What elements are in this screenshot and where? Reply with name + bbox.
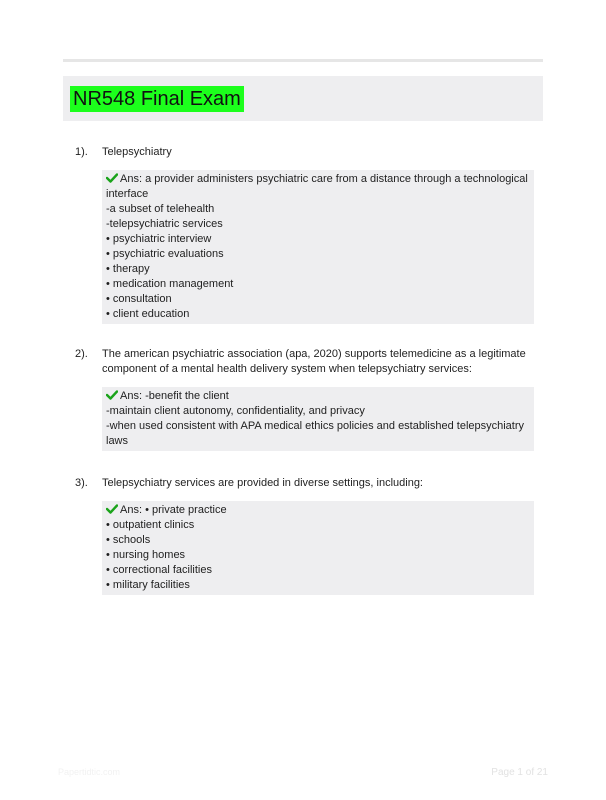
check-icon	[106, 504, 118, 514]
question-number: 3).	[75, 477, 88, 489]
question-number: 2).	[75, 348, 88, 360]
answer-box-3	[102, 501, 534, 595]
answer-line: • therapy	[106, 263, 150, 275]
footer-page-number: Page 1 of 21	[491, 767, 548, 778]
answer-line: • correctional facilities	[106, 564, 212, 576]
answer-line: • military facilities	[106, 579, 190, 591]
answer-line: -a subset of telehealth	[106, 203, 215, 215]
question-number: 1).	[75, 146, 88, 158]
answer-box-1	[102, 170, 534, 324]
footer-site: Papertidtic.com	[58, 767, 121, 777]
answer-line: Ans: a provider administers psychiatric care from a distance through a technological interface	[106, 173, 528, 200]
answer-line: • psychiatric interview	[106, 233, 212, 245]
answer-line: Ans: -benefit the client	[106, 389, 530, 404]
answer-line: -telepsychiatric services	[106, 218, 223, 230]
question-text: Telepsychiatry	[102, 146, 172, 158]
answer-line: • medication management	[106, 278, 234, 290]
answer-line: • consultation	[106, 293, 172, 305]
check-icon	[106, 390, 118, 400]
page-title: NR548 Final Exam	[70, 86, 244, 112]
question-text: Telepsychiatry services are provided in diverse settings, including:	[102, 477, 423, 489]
check-icon	[106, 173, 118, 183]
answer-line: -when used consistent with APA medical ethics policies and established telepsychiatry laws	[106, 420, 525, 447]
answer-line: • outpatient clinics	[106, 519, 195, 531]
answer-line: • nursing homes	[106, 549, 186, 561]
answer-line: • psychiatric evaluations	[106, 248, 224, 260]
answer-line: -maintain client autonomy, confidentiality, and privacy	[106, 405, 365, 417]
top-divider	[63, 59, 543, 62]
answer-line: • schools	[106, 534, 151, 546]
answer-line: • client education	[106, 308, 190, 320]
answer-line: Ans: • private practice	[106, 503, 530, 518]
answer-box-2	[102, 387, 534, 451]
question-text: The american psychiatric association (apa, 2020) supports telemedicine as a legitimate component of a mental health delivery system when telepsychiatry services:	[102, 348, 526, 375]
